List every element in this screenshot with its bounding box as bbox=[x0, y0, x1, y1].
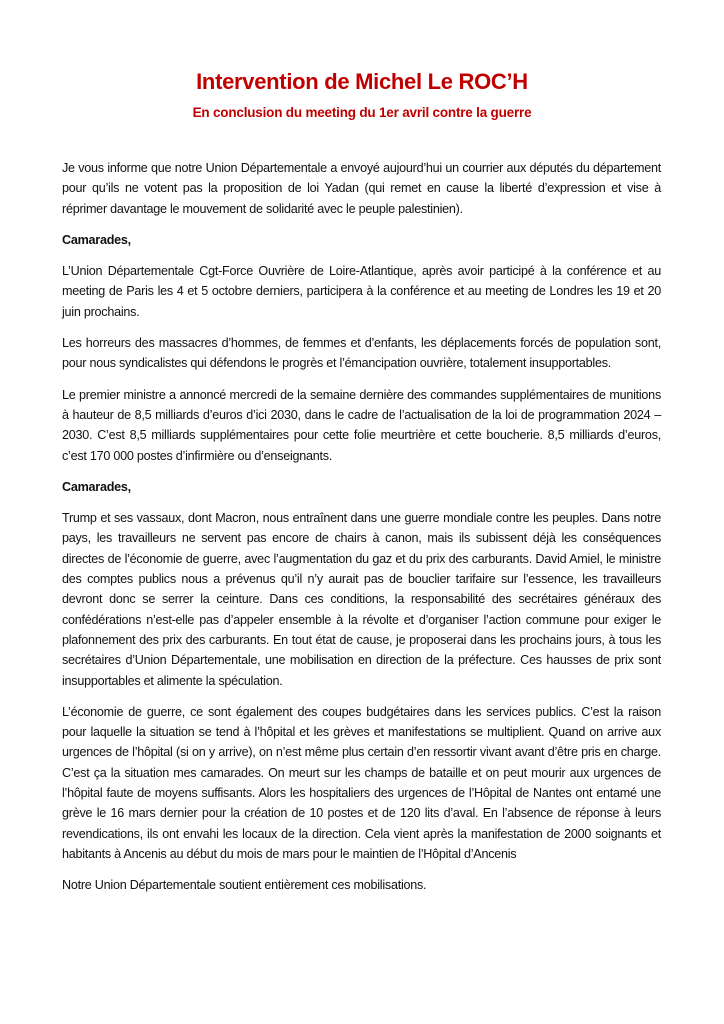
document-body bbox=[62, 158, 661, 907]
paragraph-conference-londres: L’Union Départementale Cgt-Force Ouvrière de Loire-Atlantique, après avoir participé à la conférence et au meeting de Paris les 4 et 5 octobre derniers, participera à la conférence et au meeting de Londres les 19 et 20 juin prochains. bbox=[62, 264, 661, 319]
paragraph-horreurs-massacres: Les horreurs des massacres d’hommes, de femmes et d’enfants, les déplacements forcés de population sont, pour nous syndicalistes qui défendons le progrès et l’émancipation ouvrière, totalement insupportables. bbox=[62, 336, 661, 371]
paragraph-economie-guerre-carburants: Trump et ses vassaux, dont Macron, nous entraînent dans une guerre mondiale contre les peuples. Dans notre pays, les travailleurs ne servent pas encore de chairs à canon, mais ils subissent déjà les conséquences directes de l’économie de guerre, avec l’augmentation du gaz et du prix des carburants. David Amiel, le ministre des comptes publics nous a prévenus qu’il n’y aurait pas de bouclier tarifaire sur l’essence, les travailleurs devront donc se serrer la ceinture. Dans ces conditions, la responsabilité des secrétaires généraux des confédérations n’est-elle pas d’appeler ensemble à la révolte et d’organiser l’action commune pour exiger le plafonnement des prix des carburants. En tout état de cause, je proposerai dans les prochains jours, à tous les secrétaires d’Union Départementale, une mobilisation en direction de la préfecture. Ces hausses de prix sont insupportables et alimente la spéculation. bbox=[62, 511, 661, 688]
paragraph-courrier-deputes: Je vous informe que notre Union Départementale a envoyé aujourd’hui un courrier aux députés du département pour qu’ils ne votent pas la proposition de loi Yadan (qui remet en cause la liberté d’expression et vise à réprimer davantage le mouvement de solidarité avec le peuple palestinien). bbox=[62, 161, 661, 216]
paragraph-soutien-mobilisations: Notre Union Départementale soutient entièrement ces mobilisations. bbox=[62, 878, 427, 893]
paragraph-commandes-munitions: Le premier ministre a annoncé mercredi de la semaine dernière des commandes supplémentaires de munitions à hauteur de 8,5 milliards d’euros d’ici 2030, dans le cadre de l’actualisation de la loi de programmation 2024 – 2030. C’est 8,5 milliards supplémentaires pour cette folie meurtrière et cette boucherie. 8,5 milliards d’euros, c’est 170 000 postes d’infirmière ou d’enseignants. bbox=[62, 387, 661, 463]
salutation-camarades-2: Camarades, bbox=[62, 479, 131, 494]
paragraph-hopital-urgences: L’économie de guerre, ce sont également des coupes budgétaires dans les services publics. C’est la raison pour laquelle la situation se tend à l’hôpital et les grèves et manifestations se multiplient. Quand on arrive aux urgences de l’hôpital (si on y arrive), on n’est même plus certain d’en ressortir vivant avant d’être pris en charge. C’est ça la situation mes camarades. On meurt sur les champs de bataille et on peut mourir aux urgences de l’hôpital faute de moyens suffisants. Alors les hospitaliers des urgences de l’Hôpital de Nantes ont entamé une grève le 16 mars dernier pour la création de 10 postes et de 120 lits d’aval. En l’absence de réponse à leurs revendications, ils ont envahi les locaux de la direction. Cela vient après la manifestation de 2000 soignants et habitants à Ancenis au début du mois de mars pour le maintien de l’Hôpital d’Ancenis bbox=[62, 704, 661, 861]
document-title: Intervention de Michel Le ROC’H bbox=[196, 69, 528, 94]
salutation-camarades: Camarades, bbox=[62, 232, 131, 247]
document-subtitle: En conclusion du meeting du 1er avril contre la guerre bbox=[192, 105, 532, 120]
